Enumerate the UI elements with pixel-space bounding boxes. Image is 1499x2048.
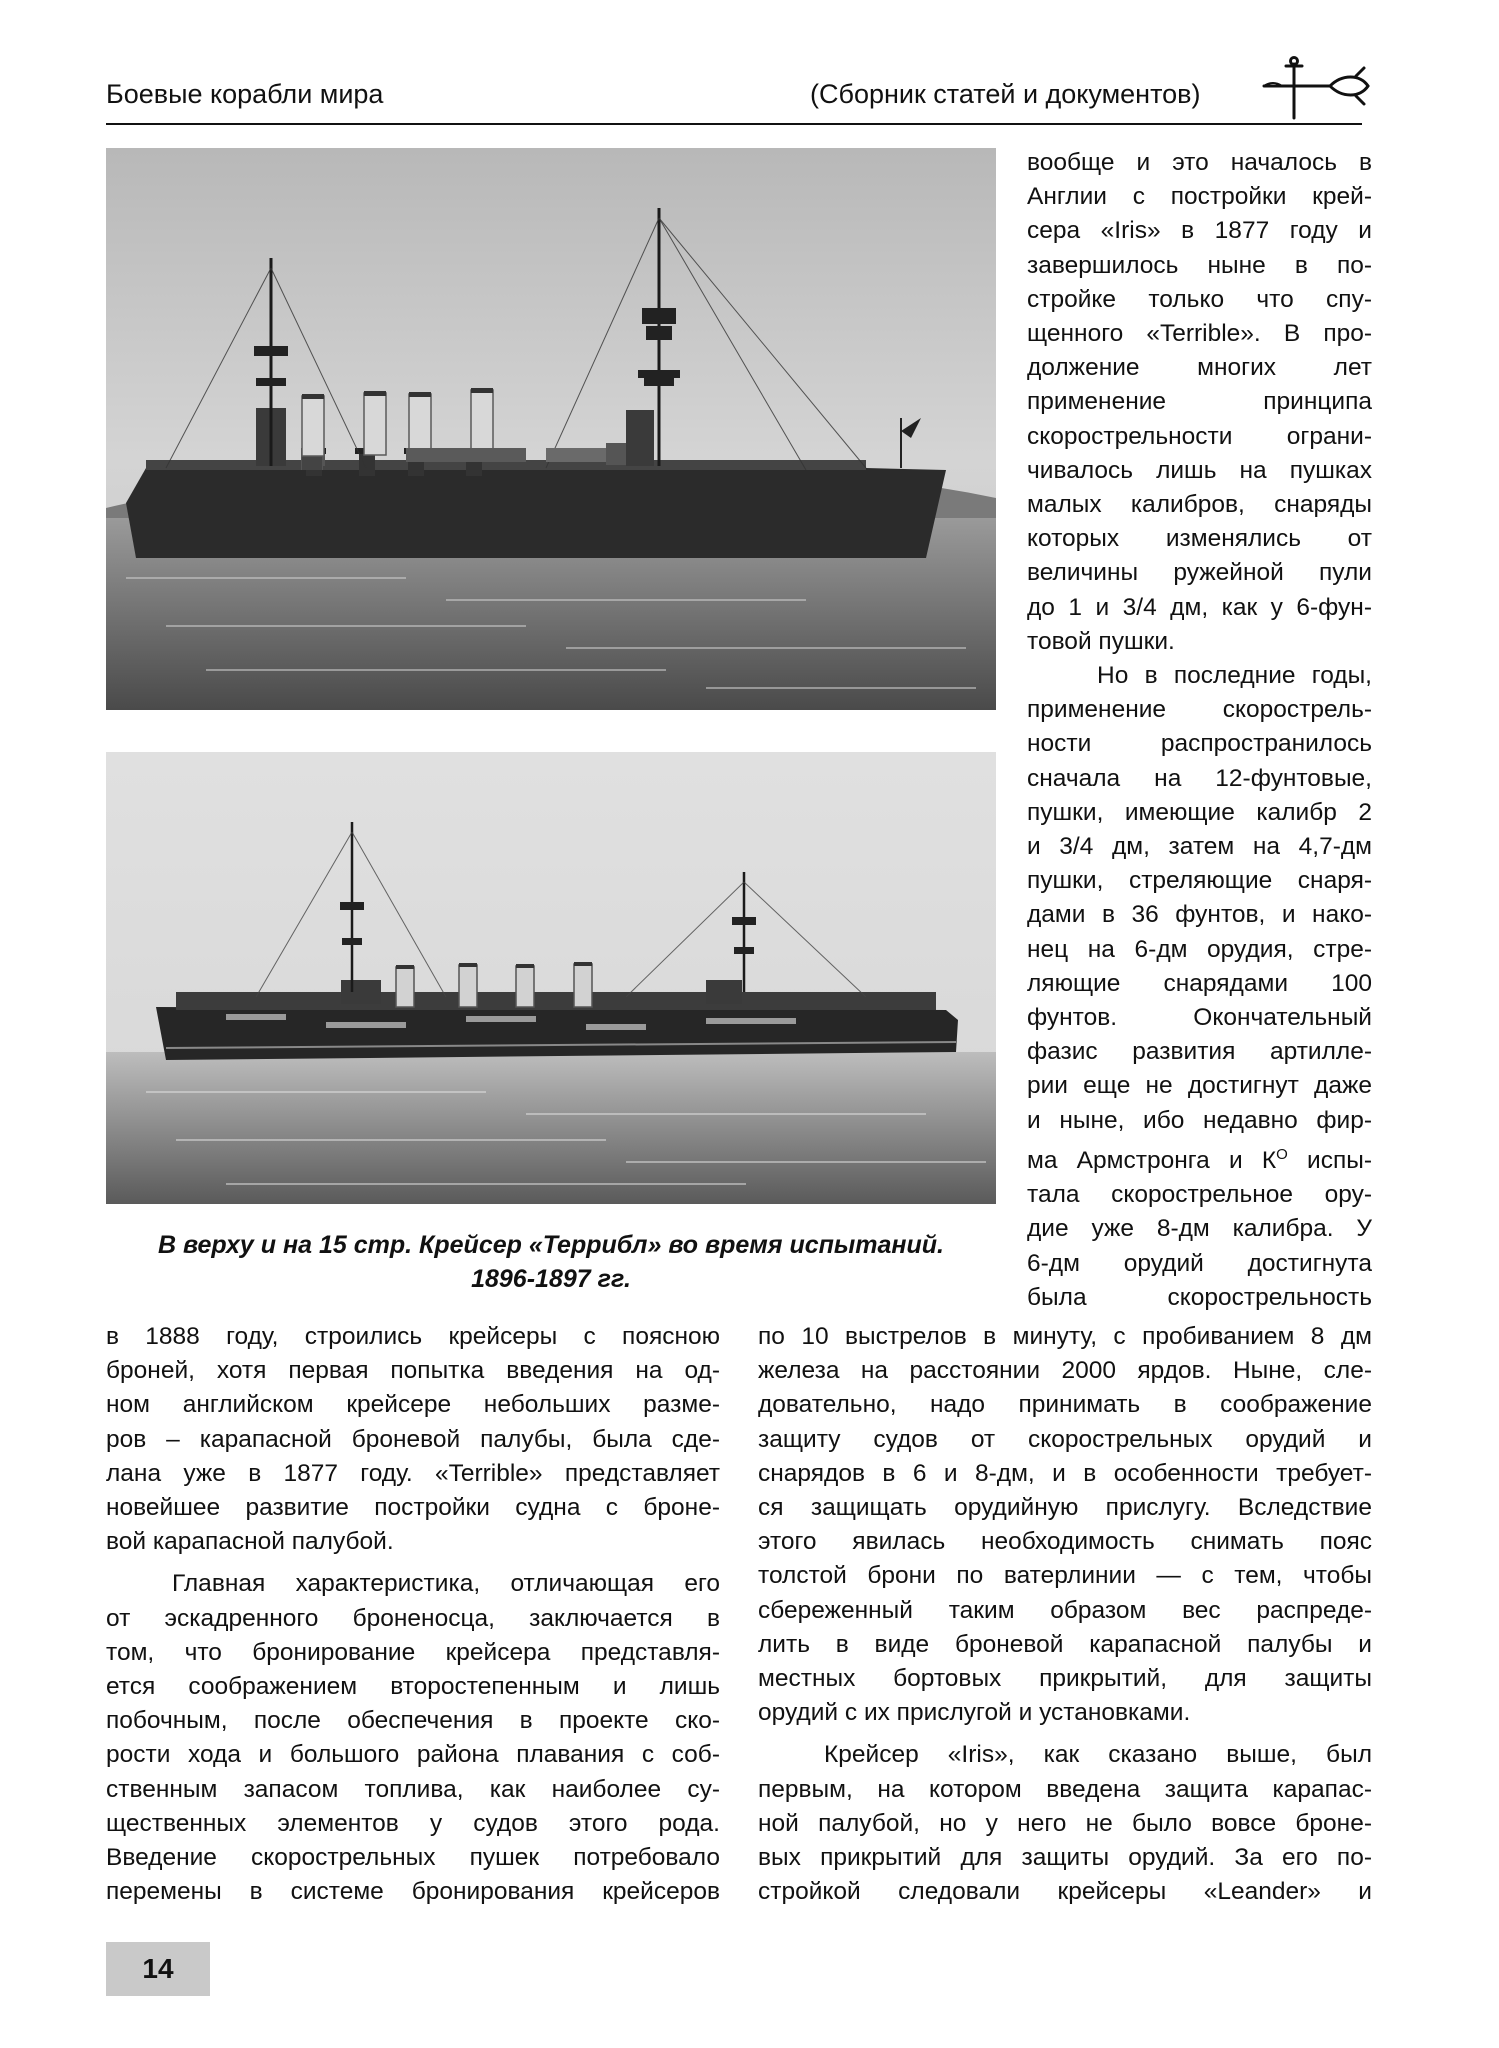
text-line: Крейсер «Iris», как сказано выше, был <box>824 1741 1372 1769</box>
text-line: фунтов. Окончательный <box>1027 1004 1372 1032</box>
text-line: ственным запасом топлива, как наиболее су- <box>106 1775 720 1803</box>
text-line: орудий с их прислугой и установками. <box>758 1699 1191 1727</box>
superscript: О <box>1276 1145 1288 1163</box>
text-line: должение многих лет <box>1027 354 1372 382</box>
text-line: применение скорострель- <box>1027 696 1372 724</box>
text-line: довательно, надо принимать в соображение <box>758 1391 1372 1419</box>
text-line: щенного «Terrible». В про- <box>1027 320 1372 348</box>
text-line: том, что бронирование крейсера представля- <box>106 1638 720 1666</box>
text-line: нец на 6-дм орудия, стре- <box>1027 935 1372 963</box>
text-line: и 3/4 дм, затем на 4,7-дм <box>1027 833 1372 861</box>
text-line: побочным, после обеспечения в проекте ско- <box>106 1707 720 1735</box>
text-line: перемены в системе бронирования крейсеров <box>106 1878 720 1906</box>
text-line: ляющие снарядами 100 <box>1027 969 1372 997</box>
text-line: рии еще не достигнут даже <box>1027 1072 1372 1100</box>
header-rule <box>106 123 1362 125</box>
text-line: до 1 и 3/4 дм, как у 6-фун- <box>1027 593 1372 621</box>
text-line: применение принципа <box>1027 388 1372 416</box>
text-line: лана уже в 1877 году. «Terrible» представляет <box>106 1459 720 1487</box>
cruiser-photo-bottom <box>106 752 996 1204</box>
text-line: ности распространилось <box>1027 730 1372 758</box>
text-line: в 1888 году, строились крейсеры с поясною <box>106 1323 720 1350</box>
text-line: была скорострельность <box>1027 1283 1372 1311</box>
text-line: от эскадренного броненосца, заключается в <box>106 1604 720 1632</box>
page-number: 14 <box>106 1942 210 1996</box>
text-line: броней, хотя первая попытка введения на од- <box>106 1357 720 1385</box>
cruiser-photo-top <box>106 148 996 710</box>
caption-line: В верху и на 15 стр. Крейсер «Террибл» во время испытаний. <box>158 1231 944 1259</box>
text-line: тала скорострельное ору- <box>1027 1181 1372 1209</box>
text-line: сера «Iris» в 1877 году и <box>1027 217 1372 245</box>
text-line: величины ружейной пули <box>1027 559 1372 587</box>
text-line: толстой брони по ватерлинии — с тем, чтобы <box>758 1562 1372 1590</box>
text-line: дие уже 8-дм калибра. У <box>1027 1215 1372 1243</box>
text-line: пушки, имеющие калибр 2 <box>1027 798 1372 826</box>
text-line: местных бортовых прикрытий, для защиты <box>758 1665 1372 1693</box>
text-line: защиту судов от скорострельных орудий и <box>758 1425 1372 1453</box>
left-column <box>106 1320 720 1909</box>
text-line: пушки, стреляющие снаря- <box>1027 867 1372 895</box>
caption-line: 1896-1897 гг. <box>471 1265 631 1293</box>
photo-caption <box>106 1228 996 1296</box>
right-narrow-column <box>1027 146 1372 1315</box>
text-line: 6-дм орудий достигнута <box>1027 1249 1372 1277</box>
running-header-subtitle: (Сборник статей и документов) <box>810 79 1201 109</box>
text-line: фазис развития артилле- <box>1027 1038 1372 1066</box>
text-line: ется соображением второстепенным и лишь <box>106 1673 720 1701</box>
text-line: Но в последние годы, <box>1097 662 1372 690</box>
right-column <box>758 1320 1372 1909</box>
text-line: снарядов в 6 и 8-дм, и в особенности требует- <box>758 1459 1372 1487</box>
text-line: первым, на котором введена защита карапас- <box>758 1775 1372 1803</box>
text-line: товой пушки. <box>1027 627 1175 655</box>
text-line: ся защищать орудийную прислугу. Вследствие <box>758 1494 1372 1522</box>
text-line: этого явилась необходимость снимать пояс <box>758 1528 1372 1556</box>
text-line: новейшее развитие постройки судна с броне- <box>106 1494 720 1522</box>
text-line: ной палубой, но у него не было вовсе броне- <box>758 1809 1372 1837</box>
text-line: по 10 выстрелов в минуту, с пробиванием 8 дм <box>758 1323 1372 1350</box>
text-line: железа на расстоянии 2000 ярдов. Ныне, сле- <box>758 1357 1372 1385</box>
text-line: сбереженный таким образом вес распреде- <box>758 1596 1372 1624</box>
text-line: лить в виде броневой карапасной палубы и <box>758 1630 1372 1658</box>
text-line: дами в 36 фунтов, и нако- <box>1027 901 1372 929</box>
text-line: Главная характеристика, отличающая его <box>172 1570 720 1598</box>
text-line: вой карапасной палубой. <box>106 1528 394 1556</box>
text-line: щественных элементов у судов этого рода. <box>106 1809 720 1837</box>
text-line <box>1027 1138 1372 1178</box>
text-line: малых калибров, снаряды <box>1027 491 1372 519</box>
text-line: которых изменялись от <box>1027 525 1372 553</box>
text-line: ров – карапасной броневой палубы, была сде- <box>106 1425 720 1453</box>
text-line: вообще и это началось в <box>1027 149 1372 176</box>
running-header-title: Боевые корабли мира <box>106 79 384 109</box>
text-line: и ныне, ибо недавно фир- <box>1027 1106 1372 1134</box>
text-line: скорострельности ограни- <box>1027 422 1372 450</box>
text-line: стройкой следовали крейсеры «Leander» и <box>758 1878 1372 1906</box>
text-line: стройке только что спу- <box>1027 285 1372 313</box>
text-line: чивалось лишь на пушках <box>1027 456 1372 484</box>
text-fragment: испы- <box>1287 1147 1373 1175</box>
anchor-icon <box>1260 56 1375 126</box>
text-line: Англии с постройки крей- <box>1027 183 1372 211</box>
text-fragment: ма Армстронга и К <box>1027 1147 1277 1175</box>
text-line: завершилось ныне в по- <box>1027 251 1372 279</box>
text-line: ном английском крейсере небольших разме- <box>106 1391 720 1419</box>
text-line: рости хода и большого района плавания с соб- <box>106 1741 720 1769</box>
text-line: сначала на 12-фунтовые, <box>1027 764 1372 792</box>
text-line: Введение скорострельных пушек потребовало <box>106 1844 720 1872</box>
text-line: вых прикрытий для защиты орудий. За его по- <box>758 1844 1372 1872</box>
